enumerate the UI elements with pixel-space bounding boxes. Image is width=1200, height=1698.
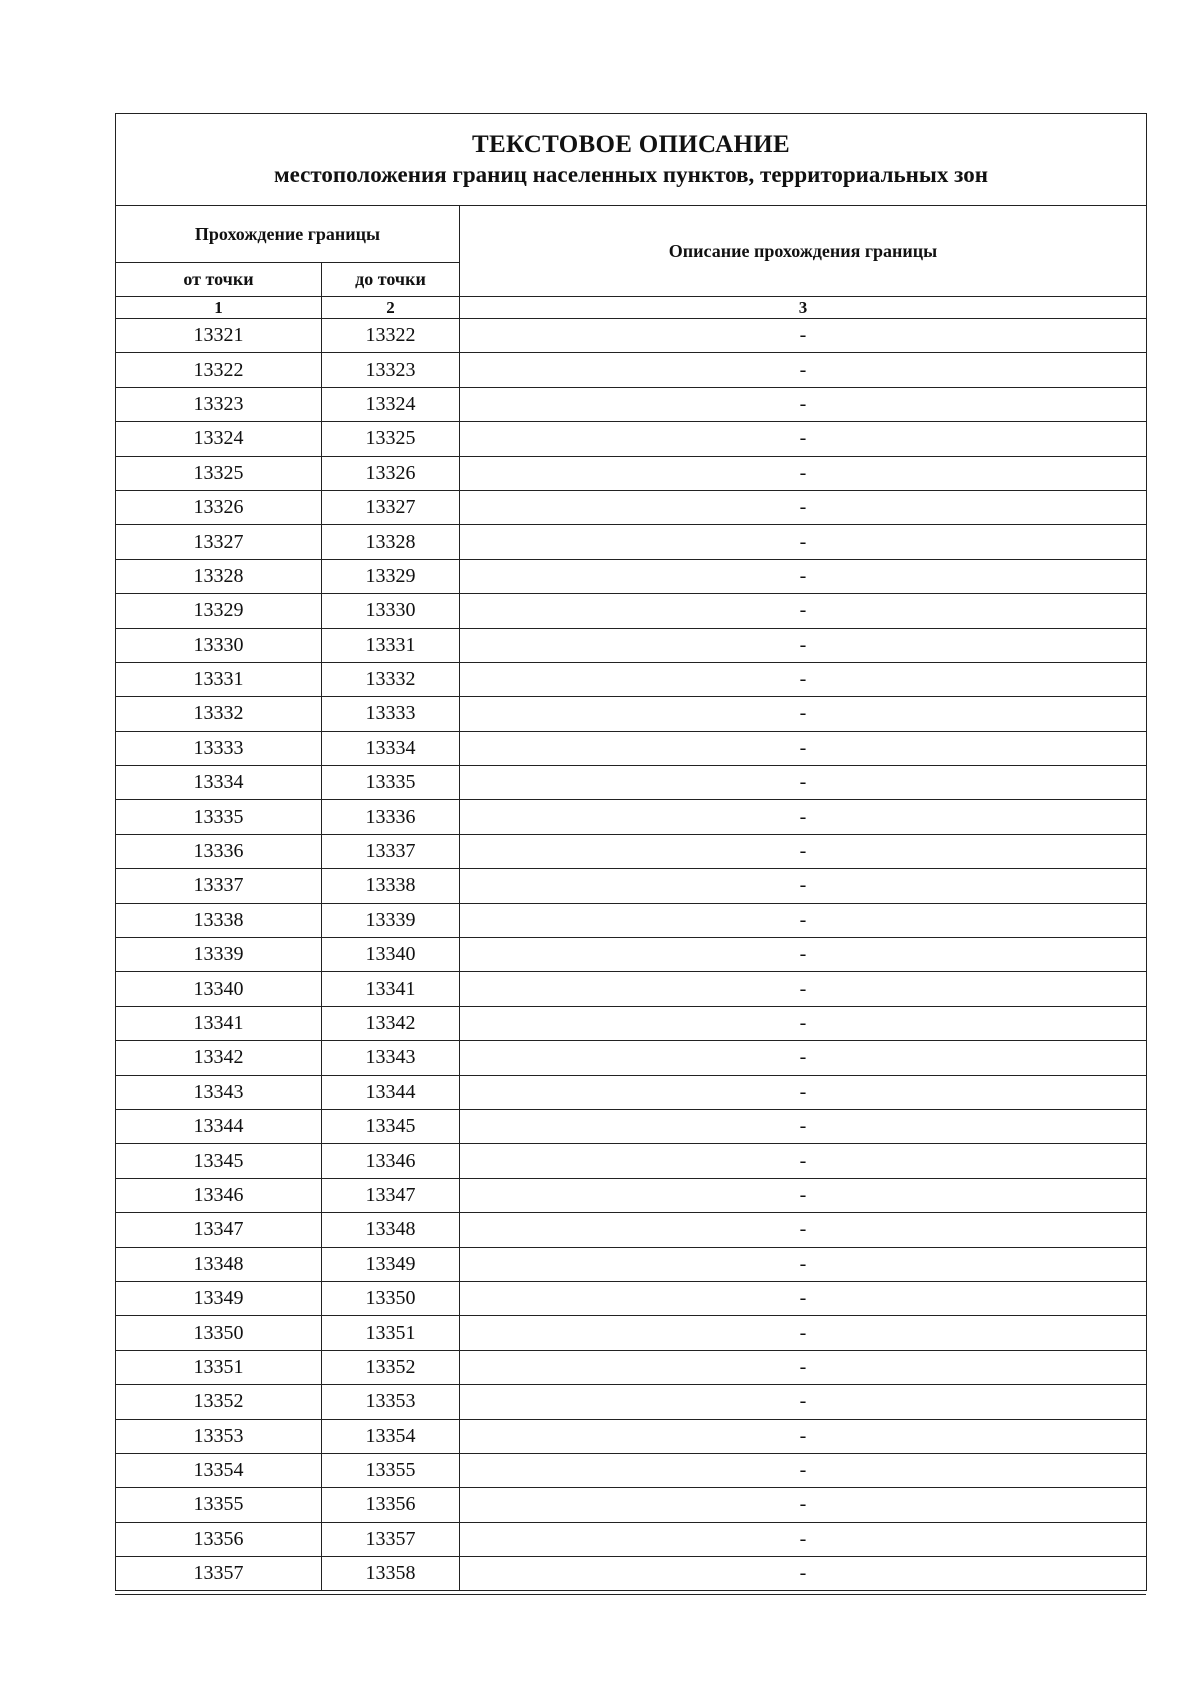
description-cell: - [460, 319, 1147, 353]
description-cell: - [460, 869, 1147, 903]
point-from-cell: 13335 [116, 800, 322, 834]
point-from-cell: 13346 [116, 1178, 322, 1212]
table-row [116, 1522, 1147, 1556]
column-number: 1 [116, 297, 322, 319]
point-to-cell: 13351 [322, 1316, 460, 1350]
description-cell: - [460, 456, 1147, 490]
point-to-cell: 13329 [322, 559, 460, 593]
point-from-cell: 13354 [116, 1453, 322, 1487]
description-cell: - [460, 559, 1147, 593]
description-cell: - [460, 1247, 1147, 1281]
description-cell: - [460, 1419, 1147, 1453]
point-from-cell: 13341 [116, 1006, 322, 1040]
document-page [115, 113, 1146, 1591]
point-from-cell: 13337 [116, 869, 322, 903]
header-group: Прохождение границы [116, 206, 460, 263]
point-from-cell: 13344 [116, 1109, 322, 1143]
column-number: 3 [460, 297, 1147, 319]
table-row [116, 1075, 1147, 1109]
header-description: Описание прохождения границы [460, 206, 1147, 297]
description-cell: - [460, 1281, 1147, 1315]
point-to-cell: 13325 [322, 422, 460, 456]
point-to-cell: 13346 [322, 1144, 460, 1178]
title-cell [116, 114, 1147, 206]
point-from-cell: 13355 [116, 1488, 322, 1522]
description-cell: - [460, 972, 1147, 1006]
description-cell: - [460, 594, 1147, 628]
point-to-cell: 13348 [322, 1213, 460, 1247]
table-row [116, 731, 1147, 765]
point-from-cell: 13351 [116, 1350, 322, 1384]
description-cell: - [460, 1522, 1147, 1556]
point-to-cell: 13322 [322, 319, 460, 353]
point-from-cell: 13323 [116, 387, 322, 421]
point-from-cell: 13329 [116, 594, 322, 628]
point-from-cell: 13357 [116, 1557, 322, 1591]
point-to-cell: 13323 [322, 353, 460, 387]
point-from-cell: 13348 [116, 1247, 322, 1281]
point-from-cell: 13350 [116, 1316, 322, 1350]
point-from-cell: 13332 [116, 697, 322, 731]
header-from: от точки [116, 263, 322, 297]
document-title: ТЕКСТОВОЕ ОПИСАНИЕ [472, 130, 790, 158]
point-to-cell: 13334 [322, 731, 460, 765]
table-row [116, 869, 1147, 903]
description-cell: - [460, 1488, 1147, 1522]
point-from-cell: 13339 [116, 938, 322, 972]
table-row [116, 1316, 1147, 1350]
point-from-cell: 13353 [116, 1419, 322, 1453]
point-to-cell: 13333 [322, 697, 460, 731]
point-to-cell: 13327 [322, 490, 460, 524]
description-cell: - [460, 1075, 1147, 1109]
table-row [116, 1041, 1147, 1075]
description-cell: - [460, 731, 1147, 765]
description-cell: - [460, 903, 1147, 937]
point-to-cell: 13356 [322, 1488, 460, 1522]
table-row [116, 1006, 1147, 1040]
point-to-cell: 13357 [322, 1522, 460, 1556]
table-row [116, 938, 1147, 972]
description-cell: - [460, 1316, 1147, 1350]
description-cell: - [460, 1109, 1147, 1143]
table-row [116, 903, 1147, 937]
point-from-cell: 13345 [116, 1144, 322, 1178]
point-from-cell: 13321 [116, 319, 322, 353]
description-cell: - [460, 1006, 1147, 1040]
point-from-cell: 13322 [116, 353, 322, 387]
point-from-cell: 13326 [116, 490, 322, 524]
point-to-cell: 13354 [322, 1419, 460, 1453]
table-row [116, 1213, 1147, 1247]
point-from-cell: 13325 [116, 456, 322, 490]
point-to-cell: 13328 [322, 525, 460, 559]
point-to-cell: 13336 [322, 800, 460, 834]
column-number: 2 [322, 297, 460, 319]
point-to-cell: 13355 [322, 1453, 460, 1487]
point-to-cell: 13338 [322, 869, 460, 903]
description-cell: - [460, 834, 1147, 868]
table-row [116, 1419, 1147, 1453]
description-cell: - [460, 490, 1147, 524]
point-from-cell: 13324 [116, 422, 322, 456]
point-from-cell: 13328 [116, 559, 322, 593]
point-from-cell: 13349 [116, 1281, 322, 1315]
point-from-cell: 13356 [116, 1522, 322, 1556]
description-cell: - [460, 387, 1147, 421]
point-to-cell: 13339 [322, 903, 460, 937]
table-row [116, 1178, 1147, 1212]
description-cell: - [460, 766, 1147, 800]
point-to-cell: 13353 [322, 1385, 460, 1419]
table-row [116, 1488, 1147, 1522]
header-row [116, 206, 1147, 263]
bottom-rule [115, 1594, 1146, 1595]
point-to-cell: 13324 [322, 387, 460, 421]
table-row [116, 594, 1147, 628]
point-from-cell: 13338 [116, 903, 322, 937]
point-to-cell: 13332 [322, 662, 460, 696]
table-row [116, 697, 1147, 731]
point-to-cell: 13345 [322, 1109, 460, 1143]
table-row [116, 525, 1147, 559]
table-row [116, 834, 1147, 868]
description-cell: - [460, 525, 1147, 559]
point-to-cell: 13342 [322, 1006, 460, 1040]
point-to-cell: 13352 [322, 1350, 460, 1384]
table-row [116, 456, 1147, 490]
point-from-cell: 13352 [116, 1385, 322, 1419]
point-to-cell: 13326 [322, 456, 460, 490]
table-row [116, 387, 1147, 421]
point-to-cell: 13344 [322, 1075, 460, 1109]
point-from-cell: 13343 [116, 1075, 322, 1109]
point-from-cell: 13333 [116, 731, 322, 765]
description-cell: - [460, 353, 1147, 387]
table-row [116, 1557, 1147, 1591]
title-row [116, 114, 1147, 206]
table-row [116, 559, 1147, 593]
description-cell: - [460, 422, 1147, 456]
table-row [116, 628, 1147, 662]
point-to-cell: 13358 [322, 1557, 460, 1591]
point-from-cell: 13334 [116, 766, 322, 800]
point-to-cell: 13349 [322, 1247, 460, 1281]
table-row [116, 490, 1147, 524]
table-row [116, 800, 1147, 834]
point-to-cell: 13340 [322, 938, 460, 972]
point-to-cell: 13335 [322, 766, 460, 800]
point-from-cell: 13336 [116, 834, 322, 868]
table-row [116, 1350, 1147, 1384]
point-from-cell: 13330 [116, 628, 322, 662]
table-row [116, 1453, 1147, 1487]
point-to-cell: 13337 [322, 834, 460, 868]
description-cell: - [460, 1350, 1147, 1384]
table-row [116, 1281, 1147, 1315]
description-cell: - [460, 1144, 1147, 1178]
point-to-cell: 13331 [322, 628, 460, 662]
boundary-table [115, 113, 1147, 1591]
table-row [116, 662, 1147, 696]
point-to-cell: 13347 [322, 1178, 460, 1212]
description-cell: - [460, 1213, 1147, 1247]
point-to-cell: 13343 [322, 1041, 460, 1075]
description-cell: - [460, 1178, 1147, 1212]
column-number-row [116, 297, 1147, 319]
table-row [116, 319, 1147, 353]
table-row [116, 1385, 1147, 1419]
point-from-cell: 13327 [116, 525, 322, 559]
description-cell: - [460, 1385, 1147, 1419]
description-cell: - [460, 938, 1147, 972]
table-row [116, 353, 1147, 387]
table-row [116, 1109, 1147, 1143]
point-from-cell: 13347 [116, 1213, 322, 1247]
table-row [116, 766, 1147, 800]
description-cell: - [460, 697, 1147, 731]
table-row [116, 422, 1147, 456]
point-from-cell: 13340 [116, 972, 322, 1006]
point-to-cell: 13330 [322, 594, 460, 628]
description-cell: - [460, 662, 1147, 696]
point-from-cell: 13331 [116, 662, 322, 696]
description-cell: - [460, 1453, 1147, 1487]
point-to-cell: 13350 [322, 1281, 460, 1315]
description-cell: - [460, 1557, 1147, 1591]
table-row [116, 1144, 1147, 1178]
document-subtitle: местоположения границ населенных пунктов, территориальных зон [274, 161, 988, 187]
header-to: до точки [322, 263, 460, 297]
point-to-cell: 13341 [322, 972, 460, 1006]
description-cell: - [460, 800, 1147, 834]
description-cell: - [460, 1041, 1147, 1075]
table-row [116, 1247, 1147, 1281]
description-cell: - [460, 628, 1147, 662]
point-from-cell: 13342 [116, 1041, 322, 1075]
table-row [116, 972, 1147, 1006]
